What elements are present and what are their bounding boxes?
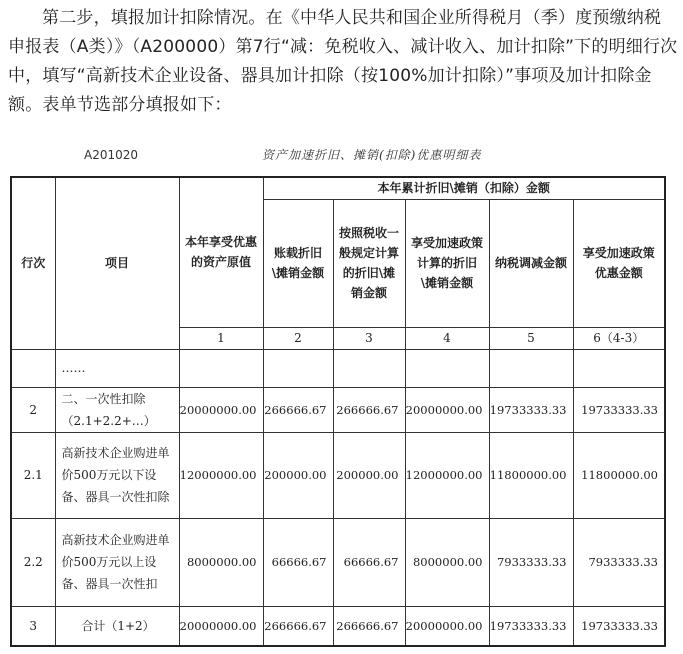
cell-value: 11800000.00 xyxy=(573,432,665,518)
cell-value: 20000000.00 xyxy=(179,606,263,646)
cell-value: 11800000.00 xyxy=(489,432,573,518)
cell-value: 200000.00 xyxy=(333,432,405,518)
cell-value: 12000000.00 xyxy=(405,432,489,518)
cell-value: 20000000.00 xyxy=(405,387,489,432)
cell-value: 266666.67 xyxy=(333,387,405,432)
col-number: 3 xyxy=(333,327,405,349)
row-item: 高新技术企业购进单价500万元以下设备、器具一次性扣除 xyxy=(55,432,179,518)
cell-value: 200000.00 xyxy=(263,432,333,518)
cell-value: 66666.67 xyxy=(333,518,405,606)
deduction-table xyxy=(10,176,666,647)
table-row xyxy=(11,606,665,646)
cell-value xyxy=(333,349,405,387)
row-item: 合计（1+2） xyxy=(55,606,179,646)
cell-value xyxy=(573,349,665,387)
intro-paragraph: 第二步，填报加计扣除情况。在《中华人民共和国企业所得税月（季）度预缴纳税申报表（A类）》（A200000）第7行“减：免税收入、减计收入、加计扣除”下的明细行次中，填写“高新技术企业设备、器具加计扣除（按100%加计扣除）”事项及加计扣除金额。表单节选部分填报如下： xyxy=(8,8,678,115)
col-number: 1 xyxy=(179,327,263,349)
cell-value: 19733333.33 xyxy=(573,606,665,646)
header-col2: 账载折旧\摊销金额 xyxy=(263,199,333,327)
row-no: 2 xyxy=(11,387,55,432)
header-group: 本年累计折旧\摊销（扣除）金额 xyxy=(263,177,665,199)
row-item: …… xyxy=(55,349,179,387)
col-number: 2 xyxy=(263,327,333,349)
table-row xyxy=(11,349,665,387)
header-row-no: 行次 xyxy=(11,177,55,349)
row-item: 二、一次性扣除（2.1+2.2+…） xyxy=(55,387,179,432)
header-col4: 享受加速政策计算的折旧\摊销金额 xyxy=(405,199,489,327)
cell-value: 19733333.33 xyxy=(573,387,665,432)
cell-value: 20000000.00 xyxy=(179,387,263,432)
cell-value: 8000000.00 xyxy=(405,518,489,606)
row-no: 3 xyxy=(11,606,55,646)
cell-value: 12000000.00 xyxy=(179,432,263,518)
cell-value: 8000000.00 xyxy=(179,518,263,606)
header-col3: 按照税收一般规定计算的折旧\摊销金额 xyxy=(333,199,405,327)
form-title: 资产加速折旧、摊销(扣除)优惠明细表 xyxy=(262,148,482,162)
cell-value xyxy=(263,349,333,387)
cell-value: 266666.67 xyxy=(333,606,405,646)
cell-value: 19733333.33 xyxy=(489,387,573,432)
table-row xyxy=(11,387,665,432)
cell-value: 66666.67 xyxy=(263,518,333,606)
cell-value: 266666.67 xyxy=(263,606,333,646)
cell-value xyxy=(489,349,573,387)
col-number: 4 xyxy=(405,327,489,349)
cell-value: 266666.67 xyxy=(263,387,333,432)
col-number: 6（4-3） xyxy=(573,327,665,349)
cell-value xyxy=(179,349,263,387)
cell-value: 7933333.33 xyxy=(489,518,573,606)
row-item: 高新技术企业购进单价500万元以上设备、器具一次性扣 xyxy=(55,518,179,606)
table-row xyxy=(11,518,665,606)
col-number: 5 xyxy=(489,327,573,349)
row-no xyxy=(11,349,55,387)
cell-value: 19733333.33 xyxy=(489,606,573,646)
header-col6: 享受加速政策优惠金额 xyxy=(573,199,665,327)
header-item: 项目 xyxy=(55,177,179,349)
header-col1: 本年享受优惠的资产原值 xyxy=(179,177,263,327)
row-no: 2.1 xyxy=(11,432,55,518)
cell-value: 20000000.00 xyxy=(405,606,489,646)
cell-value xyxy=(405,349,489,387)
cell-value: 7933333.33 xyxy=(573,518,665,606)
row-no: 2.2 xyxy=(11,518,55,606)
header-col5: 纳税调减金额 xyxy=(489,199,573,327)
form-code: A201020 xyxy=(84,148,139,162)
table-row xyxy=(11,432,665,518)
